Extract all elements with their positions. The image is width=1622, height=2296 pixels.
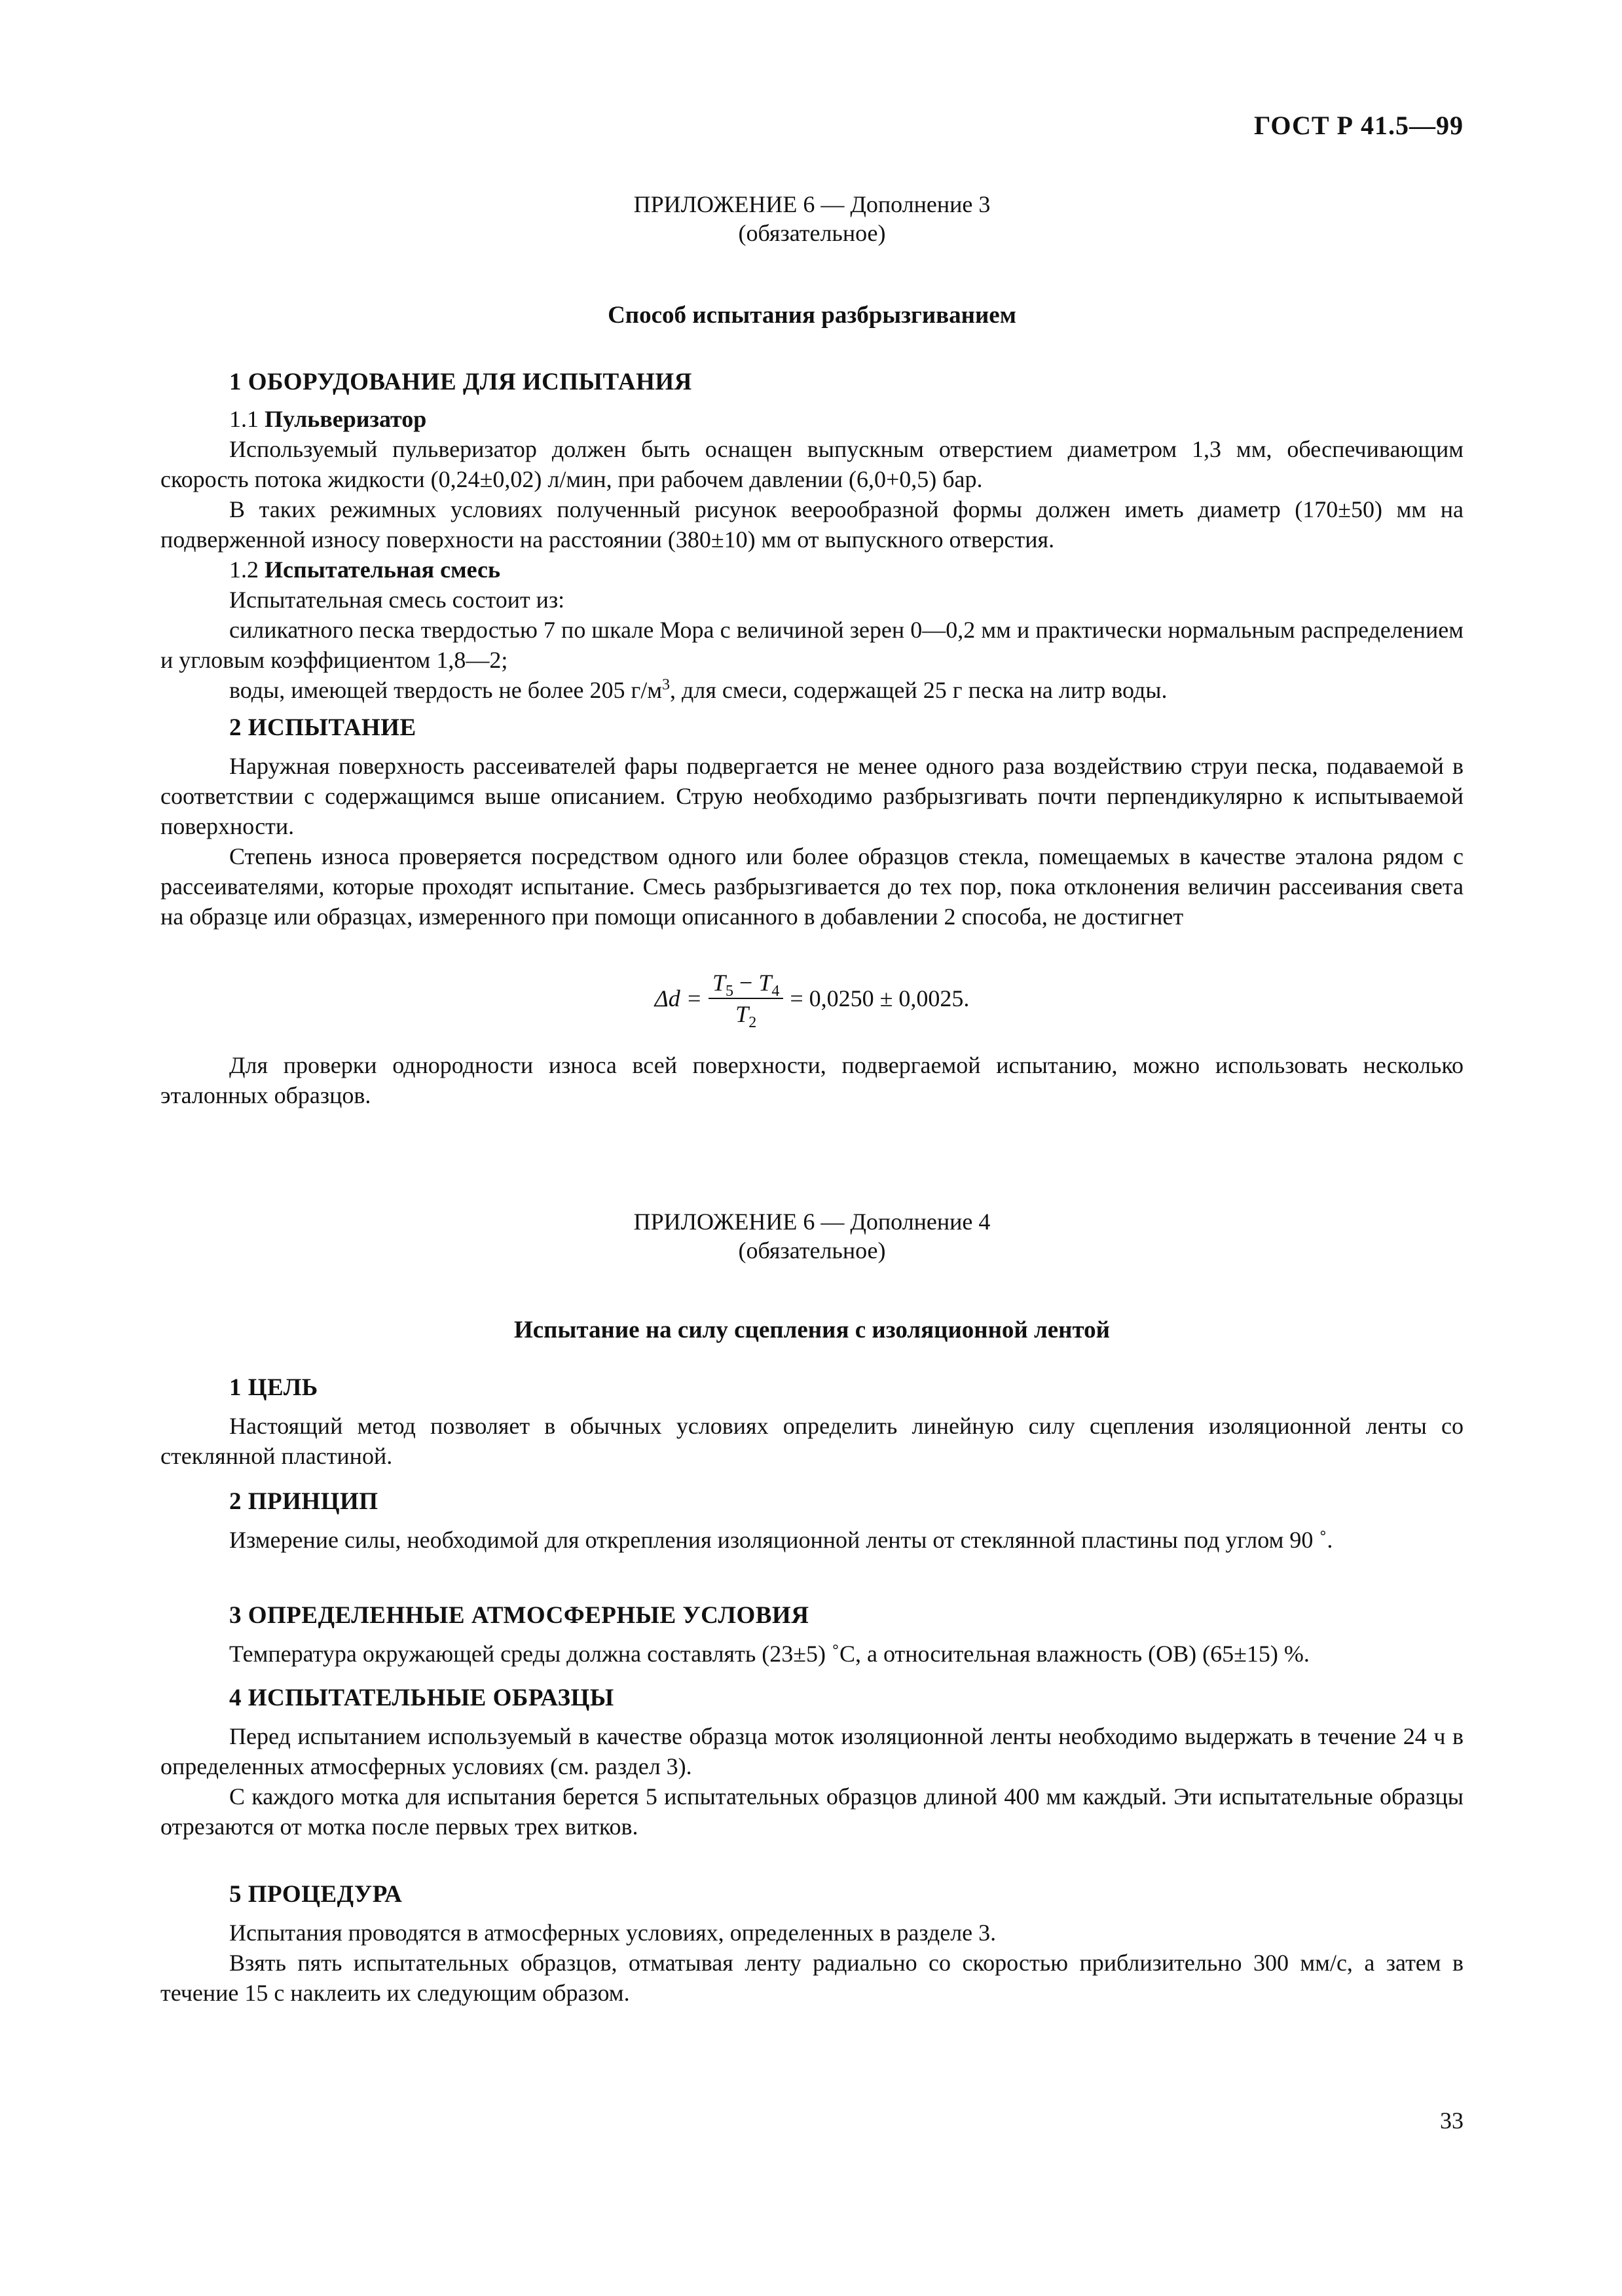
appendix4-section1 <box>160 1374 1464 1471</box>
subsection-heading <box>160 404 1464 434</box>
section-heading: 2 ПРИНЦИП <box>229 1488 378 1515</box>
appendix4-label: ПРИЛОЖЕНИЕ 6 — Дополнение 4 <box>633 1209 991 1235</box>
appendix3-closing <box>160 1050 1464 1110</box>
paragraph: Взять пять испытательных образцов, отматывая ленту радиально со скоростью приблизительно 300 мм/с, а затем в течение 15 с наклеить их следующим образом. <box>160 1950 1464 2006</box>
paragraph: Испытательная смесь состоит из: <box>229 587 565 613</box>
paragraph-group <box>160 751 1464 932</box>
symbol: T <box>735 1001 749 1027</box>
text-run: воды, имеющей твердость не более 205 г/м <box>229 677 663 703</box>
paragraph-group <box>160 434 1464 555</box>
paragraph: Степень износа проверяется посредством одного или более образцов стекла, помещаемых в качестве эталона рядом с рассеивателями, которые проходят испытание. Смесь разбрызгивается до тех пор, пока отклонения величин рассеивания света на образце или образцах, измеренного при помощи описанного в добавлении 2 способа, не достигнет <box>160 843 1464 930</box>
paragraph-group <box>160 1639 1464 1669</box>
appendix4-title: Испытание на силу сцепления с изоляционной лентой <box>513 1317 1110 1343</box>
superscript: 3 <box>662 676 671 693</box>
paragraph: Температура окружающей среды должна составлять (23±5) ˚С, а относительная влажность (ОВ) (65±15) %. <box>229 1641 1310 1667</box>
document-code: ГОСТ Р 41.5—99 <box>1253 111 1464 140</box>
paragraph: Настоящий метод позволяет в обычных условиях определить линейную силу сцепления изоляционной ленты со стеклянной пластиной. <box>160 1413 1464 1469</box>
paragraph-group <box>160 1721 1464 1842</box>
section-heading: 1 ЦЕЛЬ <box>229 1374 318 1401</box>
paragraph: С каждого мотка для испытания берется 5 испытательных образцов длиной 400 мм каждый. Эти испытательные образцы отрезаются от мотка после первых трех витков. <box>160 1783 1464 1840</box>
document-page <box>160 0 1464 2296</box>
formula-fraction <box>709 969 783 1032</box>
symbol: T <box>712 970 726 996</box>
subsection-title: Испытательная смесь <box>265 556 501 583</box>
subscript: 4 <box>771 983 780 1000</box>
subsection-number: 1.2 <box>229 556 259 583</box>
paragraph-group <box>160 585 1464 705</box>
appendix4-section5 <box>160 1880 1464 2008</box>
paragraph-group <box>160 1050 1464 1110</box>
appendix3-status: (обязательное) <box>738 220 886 246</box>
text-run: , для смеси, содержащей 25 г песка на литр воды. <box>670 677 1168 703</box>
appendix3-section2 <box>160 714 1464 932</box>
section-heading: 5 ПРОЦЕДУРА <box>229 1881 403 1908</box>
paragraph-group <box>160 1411 1464 1471</box>
section-heading: 4 ИСПЫТАТЕЛЬНЫЕ ОБРАЗЦЫ <box>229 1685 614 1711</box>
paragraph: В таких режимных условиях полученный рисунок веерообразной формы должен иметь диаметр (170±50) мм на подверженной износу поверхности на расстоянии (380±10) мм от выпускного отверстия. <box>160 496 1464 553</box>
paragraph: Для проверки однородности износа всей поверхности, подвергаемой испытанию, можно использовать несколько эталонных образцов. <box>160 1052 1464 1108</box>
section-heading: 1 ОБОРУДОВАНИЕ ДЛЯ ИСПЫТАНИЯ <box>229 369 692 395</box>
appendix4-section3 <box>160 1601 1464 1669</box>
operator: − <box>733 970 759 996</box>
paragraph: силикатного песка твердостью 7 по шкале Мора с величиной зерен 0—0,2 мм и практически нормальным распределением и угловым коэффициентом 1,8—2; <box>160 617 1464 673</box>
paragraph: Перед испытанием используемый в качестве образца моток изоляционной ленты необходимо выдержать в течение 24 ч в определенных атмосферных условиях (см. раздел 3). <box>160 1723 1464 1779</box>
paragraph-group <box>160 1918 1464 2008</box>
subscript: 2 <box>748 1014 757 1032</box>
formula-numerator <box>709 969 783 999</box>
subsection-heading <box>160 555 1464 585</box>
appendix4-section4 <box>160 1684 1464 1842</box>
appendix4-status: (обязательное) <box>738 1237 886 1264</box>
section-heading: 2 ИСПЫТАНИЕ <box>229 714 416 741</box>
subsection-number: 1.1 <box>229 406 259 432</box>
formula-rhs: = 0,0250 ± 0,0025. <box>790 985 970 1011</box>
paragraph <box>160 675 1464 705</box>
subscript: 5 <box>726 983 734 1000</box>
page-number: 33 <box>1440 2107 1464 2134</box>
formula-lhs: Δd = <box>654 985 702 1011</box>
section-heading: 3 ОПРЕДЕЛЕННЫЕ АТМОСФЕРНЫЕ УСЛОВИЯ <box>229 1602 809 1629</box>
appendix3-section1 <box>160 368 1464 705</box>
appendix4-section2 <box>160 1487 1464 1555</box>
paragraph-group <box>160 1525 1464 1555</box>
appendix3-title: Способ испытания разбрызгиванием <box>608 302 1016 329</box>
paragraph: Испытания проводятся в атмосферных условиях, определенных в разделе 3. <box>229 1920 997 1946</box>
paragraph: Наружная поверхность рассеивателей фары подвергается не менее одного раза воздействию струи песка, подаваемой в соответствии с содержащимся выше описанием. Струю необходимо разбрызгивать почти перпендикулярно к испытываемой поверхности. <box>160 753 1464 839</box>
paragraph: Используемый пульверизатор должен быть оснащен выпускным отверстием диаметром 1,3 мм, обеспечивающим скорость потока жидкости (0,24±0,02) л/мин, при рабочем давлении (6,0+0,5) бар. <box>160 436 1464 492</box>
symbol: T <box>758 970 772 996</box>
appendix3-label: ПРИЛОЖЕНИЕ 6 — Дополнение 3 <box>633 191 991 217</box>
subsection-title: Пульверизатор <box>265 406 427 432</box>
paragraph: Измерение силы, необходимой для открепления изоляционной ленты от стеклянной пластины под углом 90 ˚. <box>229 1527 1333 1553</box>
formula <box>160 969 1464 1048</box>
formula-denominator <box>735 999 757 1032</box>
